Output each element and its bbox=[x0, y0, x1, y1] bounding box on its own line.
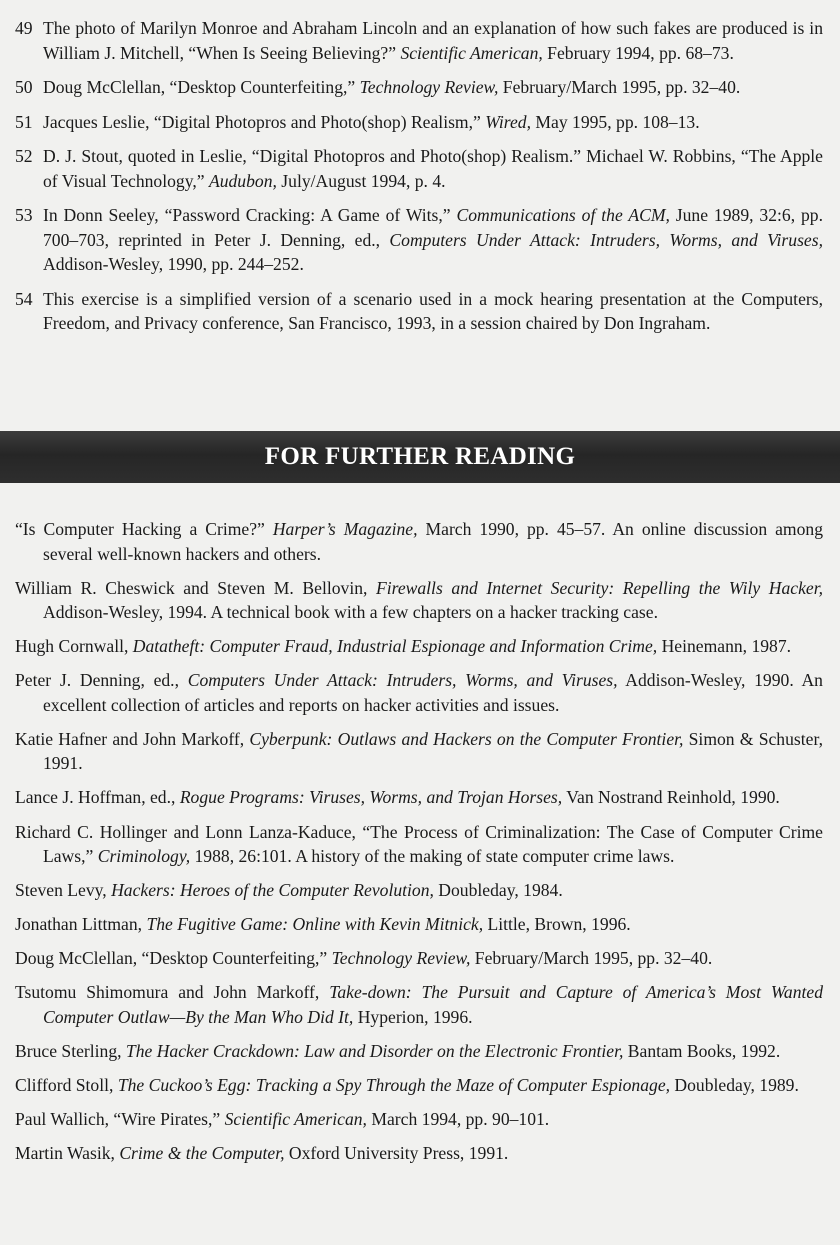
reading-entry: Lance J. Hoffman, ed., Rogue Programs: Viruses, Worms, and Trojan Horses, Van Nostrand Reinhold, 1990. bbox=[15, 787, 780, 808]
reading-entry: “Is Computer Hacking a Crime?” Harper’s Magazine, March 1990, pp. 45–57. An online discussion among several well-known hackers and others. bbox=[15, 519, 828, 564]
endnote: 51 Jacques Leslie, “Digital Photopros and Photo(shop) Realism,” Wired, May 1995, pp. 108–13. bbox=[15, 110, 823, 135]
further-reading-list bbox=[15, 517, 828, 1175]
reading-entry: Martin Wasik, Crime & the Computer, Oxford University Press, 1991. bbox=[15, 1143, 509, 1164]
reading-entry: William R. Cheswick and Steven M. Bellovin, Firewalls and Internet Security: Repelling the Wily Hacker, Addison-Wesley, 1994. A technical book with a few chapters on a hacker tracking case. bbox=[15, 577, 828, 623]
reading-entry: Clifford Stoll, The Cuckoo’s Egg: Tracking a Spy Through the Maze of Computer Espionage, Doubleday, 1989. bbox=[15, 1075, 799, 1096]
reading-entry: Peter J. Denning, ed., Computers Under Attack: Intruders, Worms, and Viruses, Addison-Wesley, 1990. An excellent collection of articles and reports on hacker activities and issues. bbox=[15, 670, 828, 715]
endnote-number: 54 bbox=[15, 288, 33, 309]
endnote: 52 D. J. Stout, quoted in Leslie, “Digital Photopros and Photo(shop) Realism.” Michael W. Robbins, “The Apple of Visual Technology,” Audubon, July/August 1994, p. 4. bbox=[15, 146, 828, 191]
reading-entry: Hugh Cornwall, Datatheft: Computer Fraud, Industrial Espionage and Information Crime, Heinemann, 1987. bbox=[15, 636, 792, 657]
section-title: FOR FURTHER READING bbox=[264, 443, 576, 470]
reading-entry: Tsutomu Shimomura and John Markoff, Take-down: The Pursuit and Capture of America’s Most Wanted Computer Outlaw—By the Man Who Did It, Hyperion, 1996. bbox=[15, 982, 823, 1027]
reading-entry: Jonathan Littman, The Fugitive Game: Online with Kevin Mitnick, Little, Brown, 1996. bbox=[15, 914, 631, 935]
endnote-number: 51 bbox=[15, 111, 33, 132]
reading-entry: Steven Levy, Hackers: Heroes of the Computer Revolution, Doubleday, 1984. bbox=[15, 880, 563, 901]
reading-entry: Katie Hafner and John Markoff, Cyberpunk: Outlaws and Hackers on the Computer Frontier, Simon & Schuster, 1991. bbox=[15, 728, 828, 774]
endnote-number: 53 bbox=[15, 205, 33, 225]
endnote: 49 The photo of Marilyn Monroe and Abraham Lincoln and an explanation of how such fakes are produced is in William J. Mitchell, “When Is Seeing Believing?” Scientific American, February 1994, pp. 68–73. bbox=[15, 18, 828, 63]
endnote-number: 49 bbox=[15, 18, 33, 38]
endnote-number: 52 bbox=[15, 146, 33, 166]
reading-entry: Paul Wallich, “Wire Pirates,” Scientific American, March 1994, pp. 90–101. bbox=[15, 1109, 550, 1130]
reading-entry: Doug McClellan, “Desktop Counterfeiting,” Technology Review, February/March 1995, pp. 32–40. bbox=[15, 948, 713, 969]
reading-entry: Bruce Sterling, The Hacker Crackdown: Law and Disorder on the Electronic Frontier, Bantam Books, 1992. bbox=[15, 1041, 781, 1062]
endnote: 50 Doug McClellan, “Desktop Counterfeiting,” Technology Review, February/March 1995, pp. 32–40. bbox=[15, 75, 823, 100]
section-header-band bbox=[0, 431, 840, 483]
reading-entry: Richard C. Hollinger and Lonn Lanza-Kaduce, “The Process of Criminalization: The Case of Computer Crime Laws,” Criminology, 1988, 26:101. A history of the making of state computer crime laws. bbox=[15, 821, 828, 867]
endnote-number: 50 bbox=[15, 77, 33, 97]
endnote: 53 In Donn Seeley, “Password Cracking: A Game of Wits,” Communications of the ACM, June 1989, 32:6, pp. 700–703, reprinted in Peter J. Denning, ed., Computers Under Attack: Intruders, Worms, and Viruses, Addison-Wesley, 1990, pp. 244–252. bbox=[15, 205, 828, 274]
endnotes-list bbox=[15, 16, 828, 346]
endnote: 54 This exercise is a simplified version of a scenario used in a mock hearing presentation at the Computers, Freedom, and Privacy conference, San Francisco, 1993, in a session chaired by Don Ingraham. bbox=[15, 288, 828, 333]
